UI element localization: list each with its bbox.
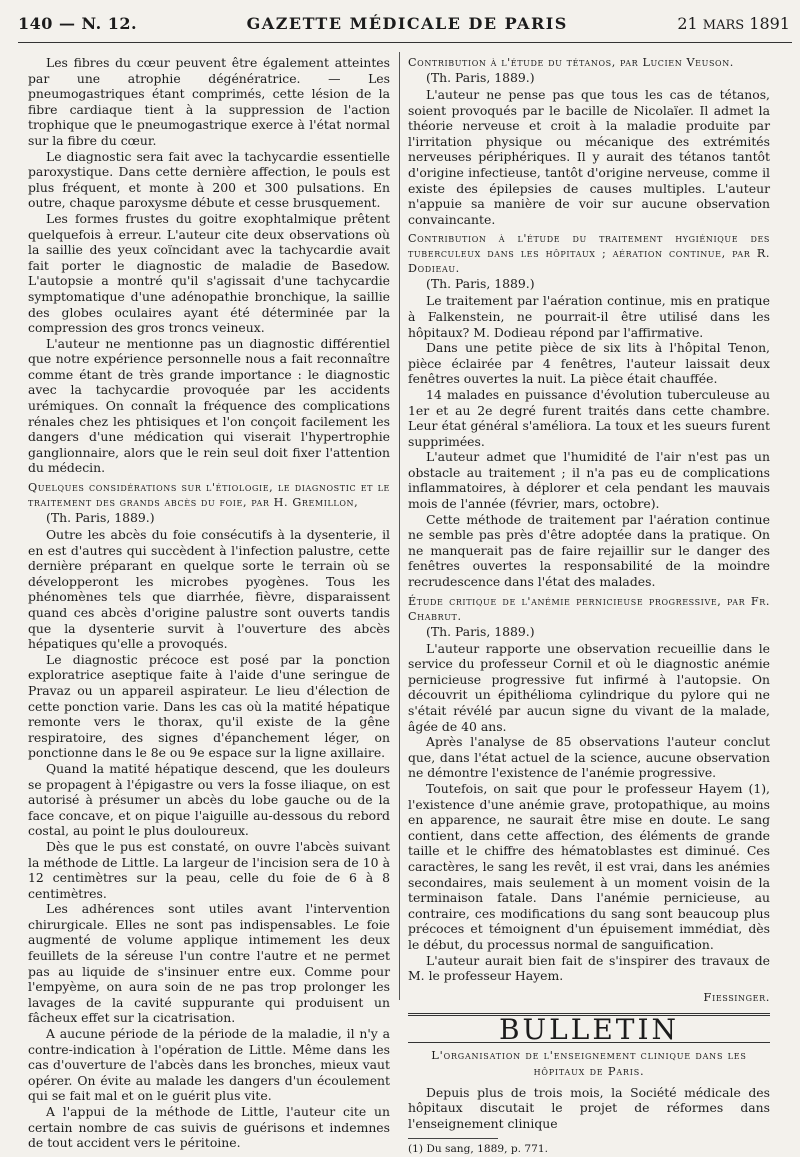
- right-column: [408, 55, 770, 1155]
- paragraph: Les adhérences sont utiles avant l'intervention chirurgicale. Elles ne sont pas indispensables. Le foie augmenté de volume applique intimement les deux feuillets de la séreuse l'un contre l'autre et ne permet pas au liquide de s'insinuer entre eux. Comme pour l'empyème, on aura soin de ne pas trop prolonger les lavages de la cavité suppurante qui produisent un fâcheux effet sur la cicatrisation.: [28, 901, 390, 1026]
- reference-title: Quelques considérations sur l'étiologie, le diagnostic et le traitement des grands abcès du foie, par H. Gremillon,: [28, 481, 390, 510]
- reference-source: (Th. Paris, 1889.): [46, 510, 155, 526]
- date-month: MARS: [702, 18, 745, 33]
- footnote: (1) Du sang, 1889, p. 771.: [408, 1142, 548, 1155]
- paragraph: Les formes frustes du goitre exophtalmique prêtent quelquefois à erreur. L'auteur cite deux observations où la saillie des yeux coïncidant avec la tachycardie avait fait porter le diagnostic de maladie de Basedow. L'autopsie a montré qu'il s'agissait d'une tachycardie symptomatique d'une adénopathie bronchique, la saillie des globes oculaires ayant été déterminée par la compression des gros troncs veineux.: [28, 210, 390, 336]
- paragraph: A l'appui de la méthode de Little, l'auteur cite un certain nombre de cas suivis de guérisons et indemnes de tout accident vers le péritoine.: [28, 1104, 390, 1151]
- left-column: [28, 55, 390, 1151]
- paragraph: Le traitement par l'aération continue, mis en pratique à Falkenstein, ne pourrait-il être utilisé dans les hôpitaux? M. Dodieau répond par l'affirmative.: [408, 293, 770, 340]
- reference-source: (Th. Paris, 1889.): [426, 70, 535, 85]
- paragraph: L'auteur ne mentionne pas un diagnostic différentiel que notre expérience personnelle nous a fait reconnaître comme étant de très grande importance : le diagnostic avec la tachycardie provoquée par les accidents urémiques. On connaît la fréquence des complications rénales chez les phtisiques et l'on conçoit facilement les dangers d'une médication qui viserait l'hypertrophie ganglionnaire, alors que le rein seul doit fixer l'attention du médecin.: [28, 335, 390, 476]
- reference-source: (Th. Paris, 1889.): [426, 276, 535, 292]
- bulletin-section: [408, 1013, 770, 1157]
- bulletin-title: BULLETIN: [408, 1022, 770, 1043]
- paragraph: Le diagnostic précoce est posé par la ponction exploratrice aseptique faite à l'aide d'une seringue de Pravaz ou un appareil aspirateur. Le lieu d'élection de cette ponction varie. Dans les cas où la matité hépatique remonte vers le thorax, qu'il existe de la gêne respiratoire, des signes d'épanchement léger, on ponctionne dans le 8e ou 9e espace sur la ligne axillaire.: [28, 651, 390, 761]
- paragraph: Après l'analyse de 85 observations l'auteur conclut que, dans l'état actuel de la science, aucune observation ne démontre l'existence de l'anémie progressive.: [408, 734, 770, 781]
- bibliographic-reference: [28, 480, 390, 525]
- paragraph: Cette méthode de traitement par l'aération continue ne semble pas près d'être adoptée dans la pratique. On ne manquerait pas de faire rejaillir sur le danger des fenêtres ouvertes la responsabilité de la moindre recrudescence dans l'état des malades.: [408, 511, 770, 590]
- reference-title: Contribution à l'étude du tétanos, par Lucien Veuson.: [408, 56, 734, 69]
- footnote-rule: [408, 1138, 498, 1139]
- paragraph: Le diagnostic sera fait avec la tachycardie essentielle paroxystique. Dans cette dernière affection, le pouls est plus fréquent, et monte à 200 et 300 pulsations. En outre, chaque paroxysme débute et cesse brusquement.: [28, 148, 390, 211]
- paragraph: L'auteur admet que l'humidité de l'air n'est pas un obstacle au traitement ; il n'a pas eu de complications inflammatoires, à déplorer et cela pendant les mauvais mois de l'année (février, mars, octobre).: [408, 449, 770, 512]
- paragraph: Toutefois, on sait que pour le professeur Hayem (1), l'existence d'une anémie grave, protopathique, au moins en apparence, ne saurait être mise en doute. Le sang contient, dans cette affection, des éléments de grande taille et le chiffre des hématoblastes est diminué. Ces caractères, le sang les revêt, il est vrai, dans les anémies secondaires, mais seulement à un moment voisin de la terminaison fatale. Dans l'anémie pernicieuse, au contraire, ces modifications du sang sont beaucoup plus précoces et témoignent d'un épuisement immédiat, dès le début, du processus normal de sanguification.: [408, 780, 770, 952]
- paragraph: Quand la matité hépatique descend, que les douleurs se propagent à l'épigastre ou vers la fosse iliaque, on est autorisé à présumer un abcès du lobe gauche ou de la face concave, et on pique l'aiguille au-dessous du rebord costal, au point le plus douloureux.: [28, 760, 390, 839]
- bibliographic-reference: [408, 594, 770, 639]
- paragraph: Les fibres du cœur peuvent être également atteintes par une atrophie dégénératrice. — Les pneumogastriques étant comprimés, cette lésion de la fibre cardiaque tient à la suppression de l'action trophique que le pneumogastrique exerce à l'état normal sur la fibre du cœur.: [28, 55, 390, 148]
- journal-title: GAZETTE MÉDICALE DE PARIS: [246, 14, 568, 33]
- header-rule: [18, 42, 792, 43]
- paragraph: Depuis plus de trois mois, la Société médicale des hôpitaux discutait le projet de réformes dans l'enseignement clinique: [408, 1084, 770, 1132]
- author-signature: Fiessinger.: [703, 989, 770, 1004]
- paragraph: L'auteur ne pense pas que tous les cas de tétanos, soient provoqués par le bacille de Nicolaïer. Il admet la théorie nerveuse et croit à la maladie produite par l'irritation physique ou mécanique des extrémités nerveuses périphériques. Il y aurait des tétanos tantôt d'origine infectieuse, tantôt d'origine nerveuse, comme il existe des épilepsies de causes multiples. L'auteur n'appuie sa manière de voir sur aucune observation convaincante.: [408, 87, 770, 227]
- reference-source: (Th. Paris, 1889.): [426, 623, 535, 639]
- page-number: 140 — N. 12.: [18, 14, 138, 33]
- issue-date: [677, 14, 790, 33]
- bibliographic-reference: [408, 55, 770, 85]
- bibliographic-reference: [408, 231, 770, 291]
- paragraph: Outre les abcès du foie consécutifs à la dysenterie, il en est d'autres qui succèdent à l'infection palustre, cette dernière préparant en quelque sorte le terrain où se développeront les microbes pyogènes. Tous les phénomènes tels que diarrhée, fièvre, disparaissent quand ces abcès d'origine palustre sont ouverts tandis que la dysenterie survit à l'ouverture des abcès hépatiques qu'elle a provoqués.: [28, 527, 390, 652]
- page-header: [18, 14, 790, 40]
- date-year: 1891: [749, 14, 790, 33]
- date-day: 21: [677, 14, 698, 33]
- paragraph: 14 malades en puissance d'évolution tuberculeuse au 1er et au 2e degré furent traités dans cette chambre. Leur état général s'améliora. La toux et les sueurs furent supprimées.: [408, 386, 770, 449]
- paragraph: L'auteur rapporte une observation recueillie dans le service du professeur Cornil et où le diagnostic anémie pernicieuse progressive fut infirmé à l'autopsie. On découvrit un épithélioma cylindrique du pylore qui ne s'était révélé par aucun signe du vivant de la malade, âgée de 40 ans.: [408, 640, 770, 734]
- paragraph: A aucune période de la période de la maladie, il n'y a contre-indication à l'opération de Little. Même dans les cas d'ouverture de l'abcès dans les bronches, mieux vaut opérer. On évite au malade les dangers d'un écoulement qui se fait mal et on le guérit plus vite.: [28, 1026, 390, 1104]
- reference-title: Contribution à l'étude du traitement hygiénique des tuberculeux dans les hôpitaux ; aération continue, par R. Dodieau.: [408, 232, 770, 276]
- bulletin-subtitle: L'organisation de l'enseignement clinique dans les hôpitaux de Paris.: [431, 1047, 747, 1078]
- reference-title: Étude critique de l'anémie pernicieuse progressive, par Fr. Chabrut.: [408, 594, 770, 623]
- paragraph: L'auteur aurait bien fait de s'inspirer des travaux de M. le professeur Hayem.: [408, 952, 770, 984]
- paragraph: Dès que le pus est constaté, on ouvre l'abcès suivant la méthode de Little. La largeur de l'incision sera de 10 à 12 centimètres sur la peau, celle du foie de 6 à 8 centimètres.: [28, 838, 390, 901]
- column-divider: [399, 52, 400, 1000]
- paragraph: Dans une petite pièce de six lits à l'hôpital Tenon, pièce éclairée par 4 fenêtres, l'auteur laissait deux fenêtres ouvertes la nuit. La pièce était chauffée.: [408, 340, 770, 387]
